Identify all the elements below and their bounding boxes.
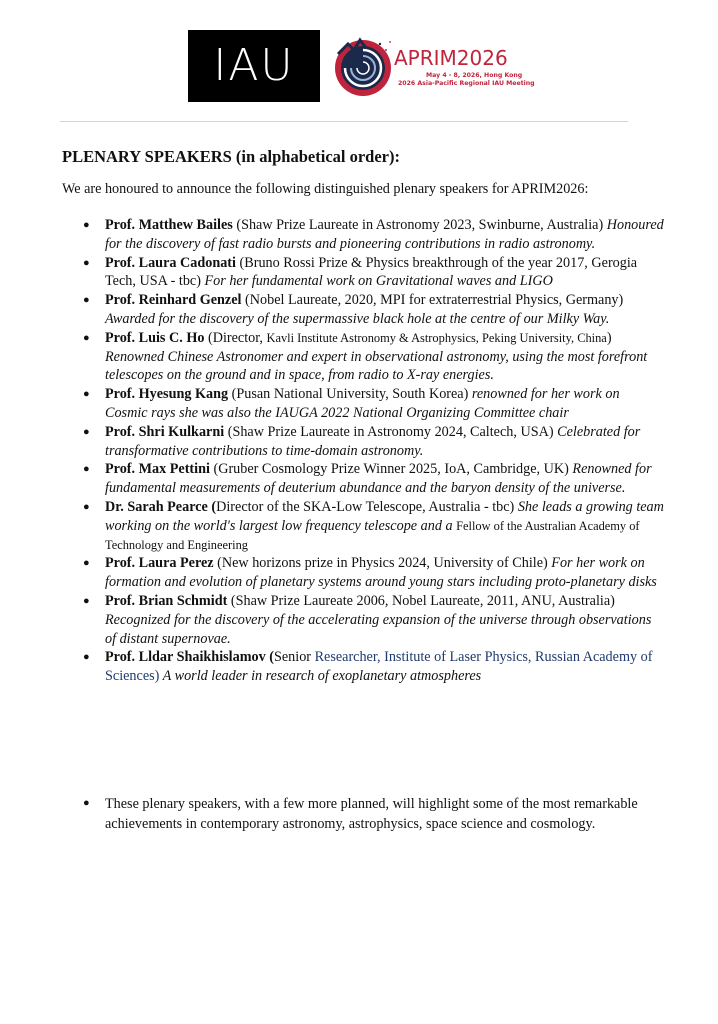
speaker-affiliation: (Gruber Cosmology Prize Winner 2025, IoA, Cambridge, UK) [209,461,569,478]
speaker-description: Renowned Chinese Astronomer and expert in observational astronomy, using the most forefront telescopes on the ground and in space, from radio to X-ray energies. [105,348,648,384]
bullet-icon: ● [83,388,90,401]
speaker-affiliation: Senior [273,649,315,666]
speaker-name: Prof. Brian Schmidt [105,592,228,609]
iau-logo-text: IAU [213,40,295,91]
bullet-icon: ● [83,500,90,513]
aprim-title: APRIM2026 [394,46,508,70]
speaker-name: Prof. Lldar Shaikhislamov ( [105,649,274,666]
aprim-date-location: May 4 - 8, 2026, Hong Kong [426,72,523,79]
bullet-icon: ● [83,256,90,269]
speaker-item [0,385,665,423]
closing-section [0,794,718,834]
speaker-affiliation: (Bruno Rossi Prize & Physics breakthrough of the year 2017, Gerogia Tech, USA - tbc) [105,254,638,290]
speaker-item [0,329,665,385]
speaker-name: Prof. Laura Cadonati [105,254,236,271]
speaker-item [0,423,665,461]
bullet-icon: ● [83,557,90,570]
speaker-name: Prof. Laura Perez [105,555,214,572]
speaker-affiliation: (Shaw Prize Laureate in Astronomy 2023, Swinburne, Australia) [232,217,604,233]
speaker-item [0,216,665,254]
bullet-icon: ● [83,594,90,607]
speaker-affiliation: (Pusan National University, South Korea) [228,386,472,403]
speaker-description: Renowned for fundamental measurements of deuterium abundance and the baryon density of the universe. [105,461,652,497]
speaker-affiliation: (Nobel Laureate, 2020, MPI for extraterrestrial Physics, Germany) [241,292,624,309]
speaker-description-fellow: Fellow of the Australian Academy of Technology and Engineering [105,518,640,552]
bullet-icon: ● [83,331,90,344]
speaker-item [0,254,665,292]
closing-item [0,794,665,834]
intro-paragraph: We are honoured to announce the following distinguished plenary speakers for APRIM2026: [62,181,589,197]
speaker-affiliation-institute: Kavli Institute Astronomy & Astrophysics, Peking University, China [266,330,607,345]
iau-logo [188,30,320,102]
speaker-item [0,648,665,686]
speaker-item [0,592,665,648]
aprim-meeting-name: 2026 Asia-Pacific Regional IAU Meeting [398,80,535,87]
speaker-affiliation: (Director, [204,329,267,346]
speaker-description: For her work on formation and evolution of planetary systems around young stars including proto-planetary disks [105,555,657,591]
speaker-description: Honoured for the discovery of fast radio bursts and pioneering contributions in radio astronomy. [105,217,664,252]
speaker-name: Dr. Sarah Pearce ( [105,498,217,515]
speaker-item [0,291,665,329]
speaker-affiliation-link[interactable]: Researcher, Institute of Laser Physics, Russian Academy of Sciences) [105,649,653,685]
speaker-name: Prof. Luis C. Ho [105,329,205,346]
page-header [186,26,535,106]
header-divider [60,121,628,122]
bullet-icon: ● [83,219,90,231]
bullet-icon: ● [83,294,90,307]
speaker-description: She leads a growing team working on the world's largest low frequency telescope and a [105,498,664,534]
speaker-name: Prof. Hyesung Kang [105,386,229,403]
speaker-name: Prof. Reinhard Genzel [105,292,242,309]
speaker-affiliation: (New horizons prize in Physics 2024, University of Chile) [213,555,548,572]
aprim-dragon-emblem-icon [330,34,396,100]
speaker-description: A world leader in research of exoplanetary atmospheres [159,668,482,685]
bullet-icon: ● [83,651,90,664]
speaker-item [0,498,665,554]
speaker-item [0,460,665,498]
section-heading: PLENARY SPEAKERS (in alphabetical order): [62,147,400,166]
speaker-description: Recognized for the discovery of the accelerating expansion of the universe through observations of distant supernovae. [105,611,652,647]
speaker-affiliation: (Shaw Prize Laureate 2006, Nobel Laureate, 2011, ANU, Australia) [227,592,615,609]
speaker-name: Prof. Matthew Bailes [105,217,233,233]
speaker-description: Awarded for the discovery of the supermassive black hole at the centre of our Milky Way. [105,310,610,327]
speaker-description: Celebrated for transformative contributions to time-domain astronomy. [105,423,641,459]
speaker-item [0,554,665,592]
speaker-affiliation: (Shaw Prize Laureate in Astronomy 2024, Caltech, USA) [224,423,554,440]
speaker-affiliation-close: ) [606,329,612,346]
bullet-icon: ● [83,797,90,809]
speaker-affiliation: Director of the SKA-Low Telescope, Australia - tbc) [216,498,515,515]
speaker-name: Prof. Max Pettini [105,461,210,478]
speaker-name: Prof. Shri Kulkarni [105,423,225,440]
speaker-list [0,216,718,686]
closing-paragraph: These plenary speakers, with a few more planned, will highlight some of the most remarkable achievements in contemporary astronomy, astrophysics, space science and cosmology. [105,796,638,832]
bullet-icon: ● [83,463,90,476]
bullet-icon: ● [83,425,90,438]
speaker-description: For her fundamental work on Gravitational waves and LIGO [204,273,553,290]
aprim-logo [330,26,535,106]
speaker-description: renowned for her work on Cosmic rays she was also the IAUGA 2022 National Organizing Committee chair [105,386,620,421]
